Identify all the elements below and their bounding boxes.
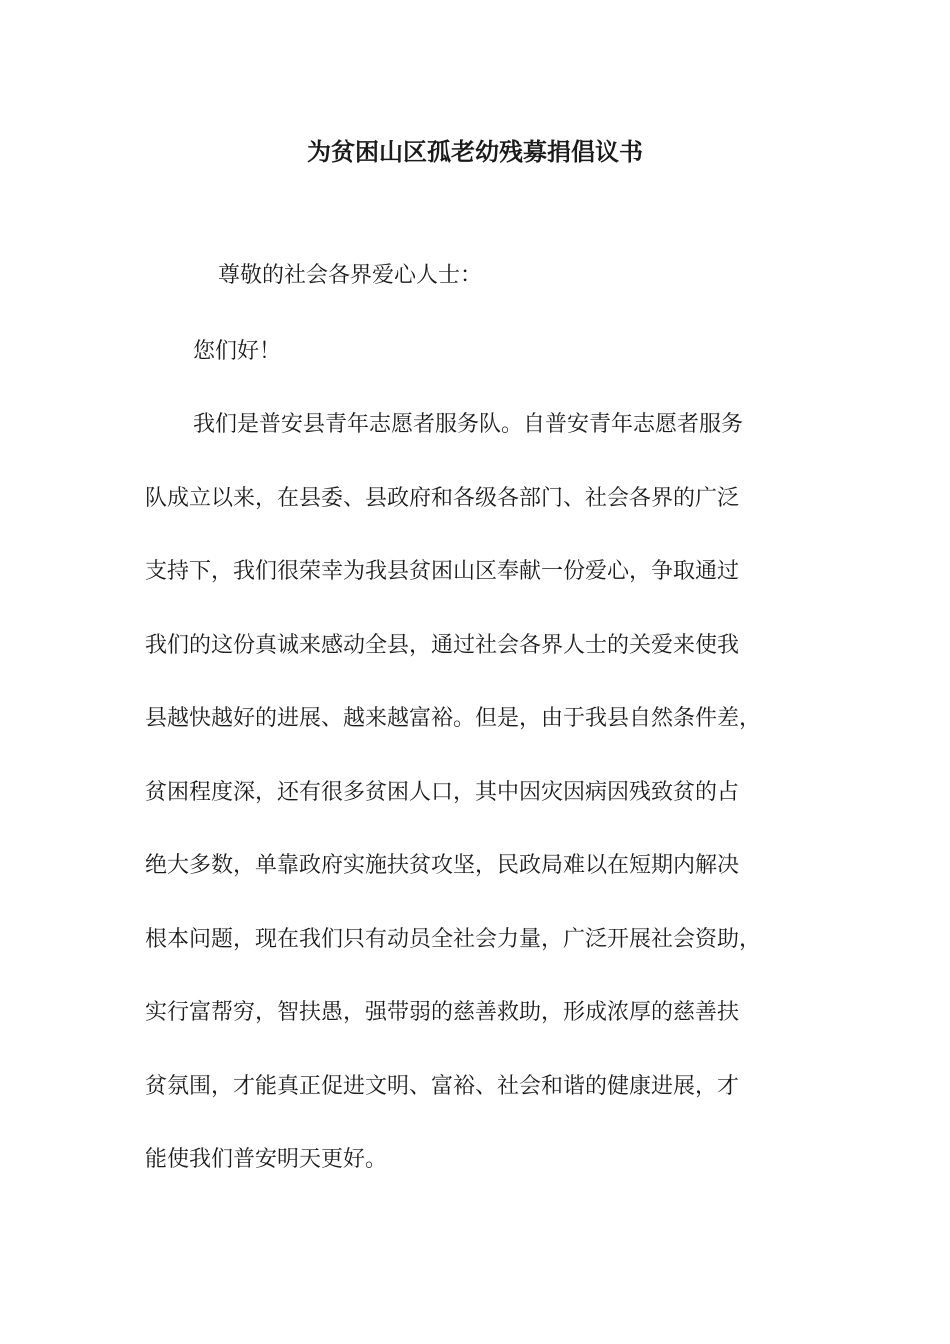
paragraph-line: 贫氛围，才能真正促进文明、富裕、社会和谐的健康进展，才	[145, 1073, 740, 1099]
paragraph-line: 队成立以来，在县委、县政府和各级各部门、社会各界的广泛	[145, 485, 740, 511]
paragraph-line: 实行富帮穷，智扶愚，强带弱的慈善救助，形成浓厚的慈善扶	[145, 1000, 740, 1025]
paragraph-line: 贫困程度深，还有很多贫困人口，其中因灾因病因残致贫的占	[145, 779, 740, 805]
paragraph-line: 县越快越好的进展、越来越富裕。但是，由于我县自然条件差，	[145, 706, 762, 731]
greeting: 您们好！	[193, 339, 282, 364]
paragraph-line: 能使我们普安明天更好。	[145, 1147, 388, 1172]
salutation: 尊敬的社会各界爱心人士：	[218, 263, 483, 288]
body-paragraph	[145, 409, 835, 1218]
paragraph-line: 我们是普安县青年志愿者服务队。自普安青年志愿者服务	[193, 412, 744, 437]
paragraph-line: 根本问题，现在我们只有动员全社会力量，广泛开展社会资助，	[145, 926, 762, 952]
paragraph-line: 我们的这份真诚来感动全县，通过社会各界人士的关爱来使我	[145, 632, 740, 658]
paragraph-line: 绝大多数，单靠政府实施扶贫攻坚，民政局难以在短期内解决	[145, 853, 740, 878]
document-title: 为贫困山区孤老幼残募捐倡议书	[307, 137, 643, 166]
paragraph-line: 支持下，我们很荣幸为我县贫困山区奉献一份爱心，争取通过	[145, 559, 740, 584]
